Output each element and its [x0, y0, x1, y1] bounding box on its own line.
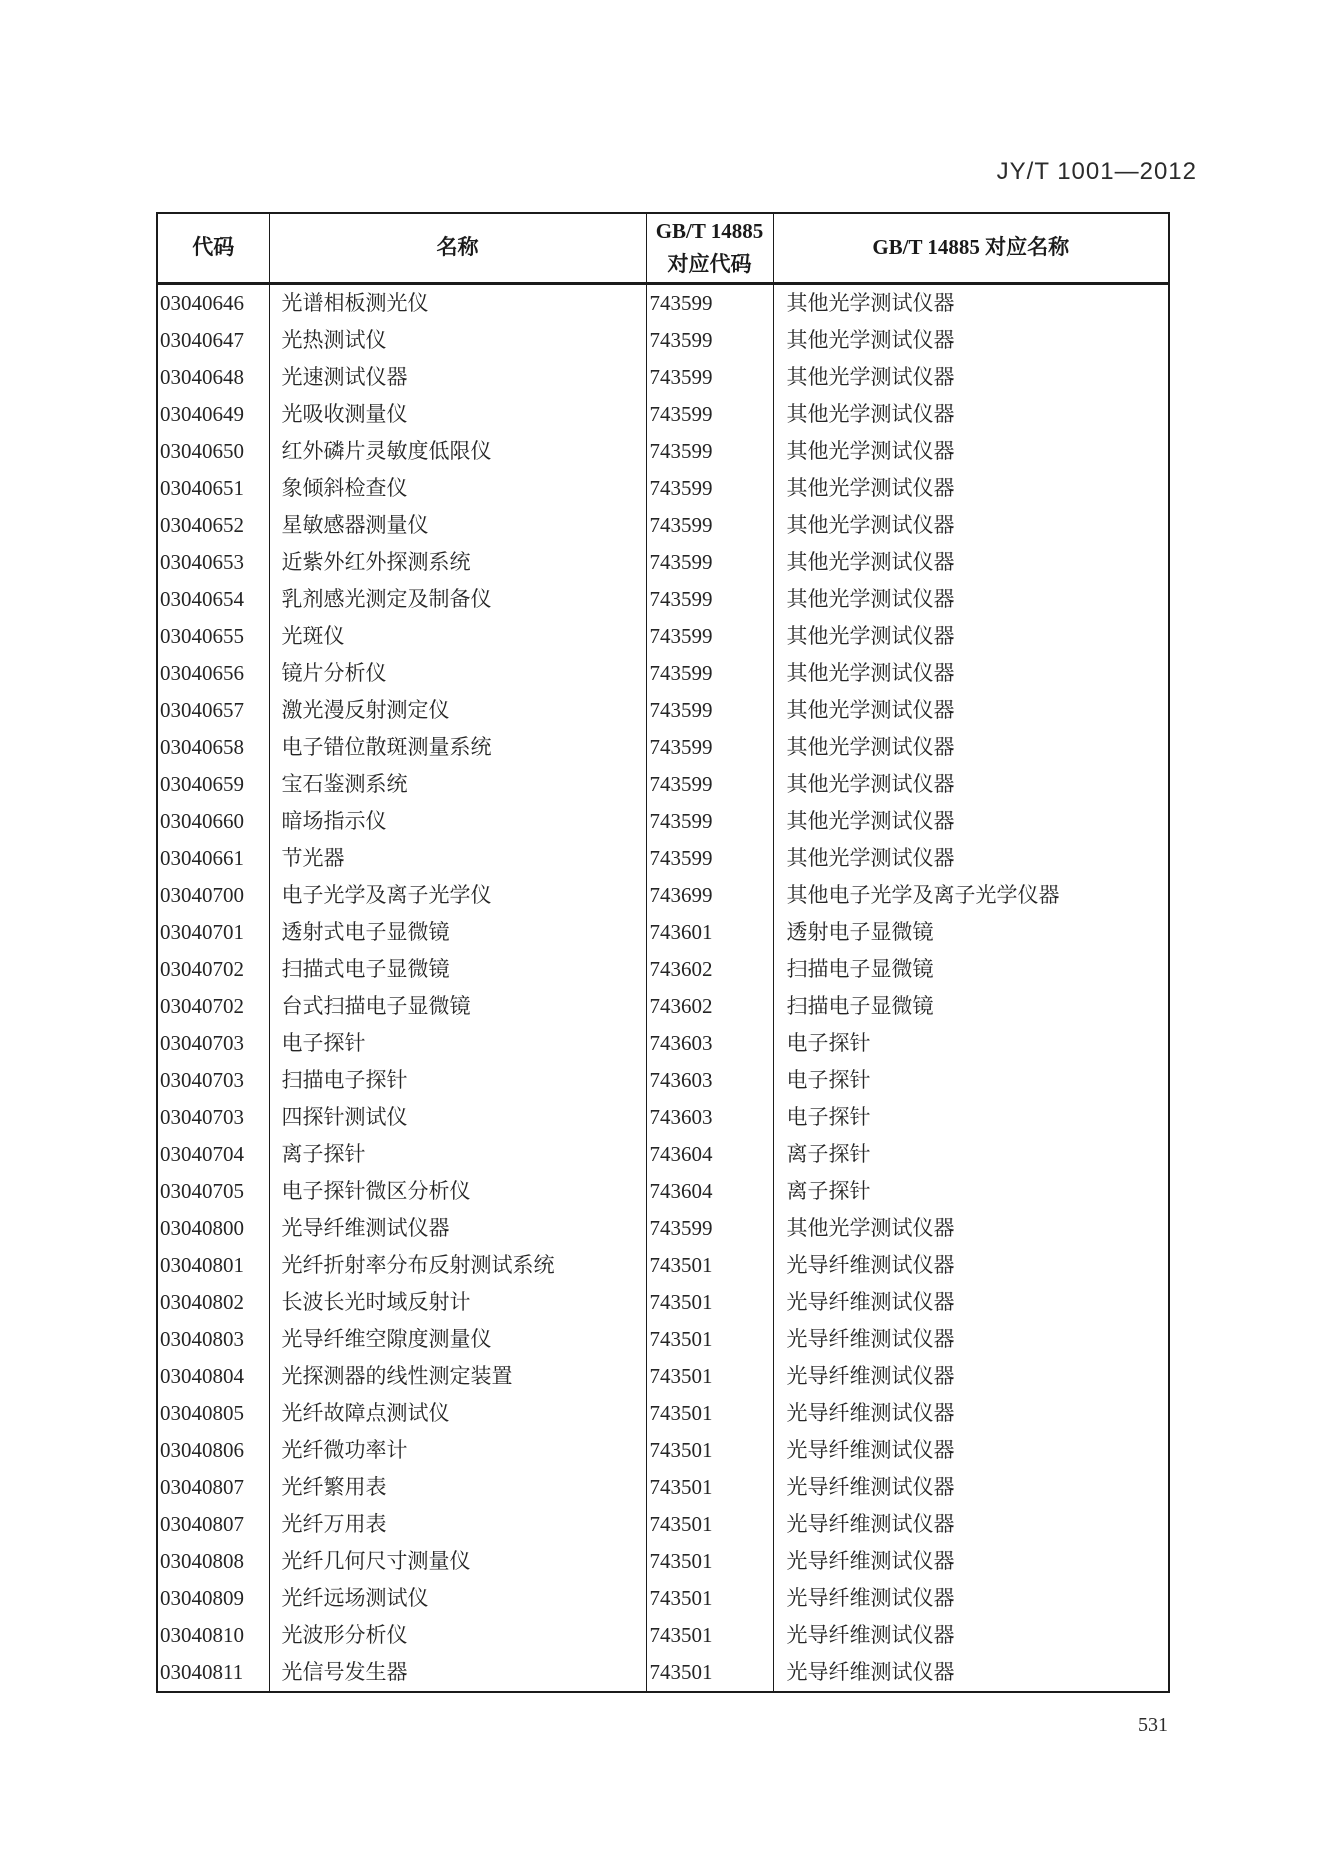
name-cell: 光纤远场测试仪: [269, 1580, 646, 1617]
name-cell: 扫描电子探针: [269, 1062, 646, 1099]
gbt-name-cell: 其他光学测试仪器: [773, 803, 1169, 840]
code-cell: 03040659: [160, 771, 244, 796]
gbt-code-cell: 743599: [646, 803, 773, 840]
header-code: 代码: [157, 213, 269, 283]
code-cell: 03040703: [160, 1104, 244, 1129]
gbt-name-cell: 其他光学测试仪器: [773, 581, 1169, 618]
name-cell: 透射式电子显微镜: [269, 914, 646, 951]
code-cell: 03040811: [160, 1659, 244, 1684]
name-cell: 四探针测试仪: [269, 1099, 646, 1136]
table-row: [157, 1469, 1169, 1506]
gbt-code-cell: 743599: [646, 322, 773, 359]
gbt-code-cell: 743501: [646, 1358, 773, 1395]
gbt-code-cell: 743599: [646, 544, 773, 581]
name-cell: 光斑仪: [269, 618, 646, 655]
name-cell: 光速测试仪器: [269, 359, 646, 396]
gbt-name-cell: 光导纤维测试仪器: [773, 1247, 1169, 1284]
code-cell: 03040658: [160, 734, 244, 759]
gbt-name-cell: 其他光学测试仪器: [773, 729, 1169, 766]
gbt-name-cell: 扫描电子显微镜: [773, 988, 1169, 1025]
name-cell: 光纤万用表: [269, 1506, 646, 1543]
gbt-code-cell: 743599: [646, 618, 773, 655]
name-cell: 镜片分析仪: [269, 655, 646, 692]
gbt-name-cell: 电子探针: [773, 1099, 1169, 1136]
name-cell: 电子探针微区分析仪: [269, 1173, 646, 1210]
gbt-code-cell: 743699: [646, 877, 773, 914]
gbt-name-cell: 光导纤维测试仪器: [773, 1395, 1169, 1432]
gbt-code-cell: 743501: [646, 1617, 773, 1654]
gbt-code-cell: 743599: [646, 283, 773, 322]
table-row: [157, 988, 1169, 1025]
gbt-name-cell: 其他光学测试仪器: [773, 766, 1169, 803]
code-cell: 03040652: [160, 512, 244, 537]
gbt-code-cell: 743501: [646, 1395, 773, 1432]
table-row: [157, 1395, 1169, 1432]
code-cell: 03040653: [160, 549, 244, 574]
gbt-name-cell: 其他光学测试仪器: [773, 396, 1169, 433]
gbt-code-cell: 743604: [646, 1173, 773, 1210]
table-row: [157, 914, 1169, 951]
code-cell: 03040654: [160, 586, 244, 611]
table-row: [157, 1506, 1169, 1543]
gbt-name-cell: 其他光学测试仪器: [773, 692, 1169, 729]
table-row: [157, 1210, 1169, 1247]
gbt-name-cell: 其他光学测试仪器: [773, 507, 1169, 544]
code-cell: 03040702: [160, 993, 244, 1018]
table-row: [157, 1543, 1169, 1580]
gbt-code-cell: 743599: [646, 692, 773, 729]
name-cell: 电子探针: [269, 1025, 646, 1062]
table-row: [157, 1432, 1169, 1469]
gbt-code-cell: 743599: [646, 840, 773, 877]
gbt-name-cell: 其他光学测试仪器: [773, 322, 1169, 359]
table-row: [157, 1580, 1169, 1617]
name-cell: 红外磷片灵敏度低限仪: [269, 433, 646, 470]
header-gbt-code-line1: GB/T 14885: [655, 219, 764, 244]
gbt-code-cell: 743604: [646, 1136, 773, 1173]
gbt-name-cell: 其他电子光学及离子光学仪器: [773, 877, 1169, 914]
gbt-code-cell: 743599: [646, 359, 773, 396]
code-cell: 03040807: [160, 1511, 244, 1536]
name-cell: 光纤折射率分布反射测试系统: [269, 1247, 646, 1284]
gbt-name-cell: 其他光学测试仪器: [773, 618, 1169, 655]
gbt-name-cell: 光导纤维测试仪器: [773, 1432, 1169, 1469]
table-row: [157, 1247, 1169, 1284]
standard-number: JY/T 1001—2012: [996, 158, 1197, 185]
gbt-name-cell: 其他光学测试仪器: [773, 433, 1169, 470]
name-cell: 光吸收测量仪: [269, 396, 646, 433]
gbt-code-cell: 743501: [646, 1284, 773, 1321]
gbt-name-cell: 其他光学测试仪器: [773, 283, 1169, 322]
table-row: [157, 1099, 1169, 1136]
table-row: [157, 951, 1169, 988]
header-row: [157, 213, 1169, 283]
table-row: [157, 1136, 1169, 1173]
name-cell: 电子光学及离子光学仪: [269, 877, 646, 914]
name-cell: 暗场指示仪: [269, 803, 646, 840]
code-cell: 03040804: [160, 1363, 244, 1388]
gbt-name-cell: 光导纤维测试仪器: [773, 1469, 1169, 1506]
code-cell: 03040809: [160, 1585, 244, 1610]
table-row: [157, 581, 1169, 618]
code-cell: 03040807: [160, 1474, 244, 1499]
table-row: [157, 1654, 1169, 1692]
gbt-code-cell: 743599: [646, 1210, 773, 1247]
gbt-name-cell: 光导纤维测试仪器: [773, 1358, 1169, 1395]
gbt-code-cell: 743501: [646, 1654, 773, 1692]
code-cell: 03040647: [160, 327, 244, 352]
table-row: [157, 1321, 1169, 1358]
gbt-name-cell: 光导纤维测试仪器: [773, 1506, 1169, 1543]
name-cell: 象倾斜检查仪: [269, 470, 646, 507]
code-cell: 03040648: [160, 364, 244, 389]
code-cell: 03040660: [160, 808, 244, 833]
gbt-name-cell: 光导纤维测试仪器: [773, 1543, 1169, 1580]
code-cell: 03040803: [160, 1326, 244, 1351]
name-cell: 光导纤维空隙度测量仪: [269, 1321, 646, 1358]
gbt-name-cell: 其他光学测试仪器: [773, 359, 1169, 396]
name-cell: 光纤微功率计: [269, 1432, 646, 1469]
table-row: [157, 729, 1169, 766]
gbt-code-cell: 743599: [646, 766, 773, 803]
gbt-name-cell: 电子探针: [773, 1025, 1169, 1062]
code-cell: 03040702: [160, 956, 244, 981]
code-cell: 03040703: [160, 1030, 244, 1055]
code-cell: 03040703: [160, 1067, 244, 1092]
gbt-code-cell: 743501: [646, 1432, 773, 1469]
name-cell: 光谱相板测光仪: [269, 283, 646, 322]
gbt-code-cell: 743601: [646, 914, 773, 951]
gbt-code-cell: 743501: [646, 1543, 773, 1580]
name-cell: 激光漫反射测定仪: [269, 692, 646, 729]
table-row: [157, 655, 1169, 692]
name-cell: 离子探针: [269, 1136, 646, 1173]
code-cell: 03040646: [160, 290, 244, 315]
code-cell: 03040661: [160, 845, 244, 870]
name-cell: 近紫外红外探测系统: [269, 544, 646, 581]
table-row: [157, 283, 1169, 322]
gbt-code-cell: 743599: [646, 581, 773, 618]
table-body: [157, 283, 1169, 1692]
name-cell: 电子错位散斑测量系统: [269, 729, 646, 766]
gbt-code-cell: 743501: [646, 1580, 773, 1617]
gbt-code-cell: 743501: [646, 1247, 773, 1284]
header-gbt-name: GB/T 14885 对应名称: [773, 213, 1169, 283]
gbt-name-cell: 光导纤维测试仪器: [773, 1284, 1169, 1321]
name-cell: 光纤繁用表: [269, 1469, 646, 1506]
code-mapping-table: [156, 212, 1170, 1693]
table-row: [157, 396, 1169, 433]
code-cell: 03040650: [160, 438, 244, 463]
table-row: [157, 507, 1169, 544]
table-header: [157, 213, 1169, 283]
table-row: [157, 322, 1169, 359]
gbt-name-cell: 离子探针: [773, 1136, 1169, 1173]
table-row: [157, 470, 1169, 507]
name-cell: 光纤故障点测试仪: [269, 1395, 646, 1432]
code-cell: 03040701: [160, 919, 244, 944]
gbt-code-cell: 743603: [646, 1062, 773, 1099]
gbt-code-cell: 743501: [646, 1469, 773, 1506]
table-row: [157, 877, 1169, 914]
page-number: 531: [1138, 1714, 1168, 1736]
gbt-code-cell: 743599: [646, 396, 773, 433]
code-cell: 03040700: [160, 882, 244, 907]
gbt-code-cell: 743599: [646, 507, 773, 544]
code-cell: 03040649: [160, 401, 244, 426]
table-row: [157, 692, 1169, 729]
gbt-name-cell: 透射电子显微镜: [773, 914, 1169, 951]
gbt-code-cell: 743599: [646, 470, 773, 507]
gbt-name-cell: 其他光学测试仪器: [773, 544, 1169, 581]
name-cell: 光热测试仪: [269, 322, 646, 359]
gbt-code-cell: 743602: [646, 988, 773, 1025]
gbt-name-cell: 光导纤维测试仪器: [773, 1617, 1169, 1654]
gbt-name-cell: 其他光学测试仪器: [773, 655, 1169, 692]
table-row: [157, 544, 1169, 581]
header-name: 名称: [269, 213, 646, 283]
table-row: [157, 1173, 1169, 1210]
gbt-code-cell: 743602: [646, 951, 773, 988]
code-cell: 03040651: [160, 475, 244, 500]
gbt-name-cell: 离子探针: [773, 1173, 1169, 1210]
name-cell: 扫描式电子显微镜: [269, 951, 646, 988]
gbt-code-cell: 743501: [646, 1506, 773, 1543]
table-row: [157, 1617, 1169, 1654]
header-gbt-code: [646, 213, 773, 283]
name-cell: 光信号发生器: [269, 1654, 646, 1692]
table-row: [157, 433, 1169, 470]
table-row: [157, 1284, 1169, 1321]
name-cell: 乳剂感光测定及制备仪: [269, 581, 646, 618]
header-gbt-code-line2: 对应代码: [667, 251, 752, 276]
gbt-code-cell: 743599: [646, 729, 773, 766]
name-cell: 光导纤维测试仪器: [269, 1210, 646, 1247]
name-cell: 台式扫描电子显微镜: [269, 988, 646, 1025]
table-row: [157, 766, 1169, 803]
table-row: [157, 840, 1169, 877]
code-cell: 03040806: [160, 1437, 244, 1462]
gbt-name-cell: 光导纤维测试仪器: [773, 1580, 1169, 1617]
table-row: [157, 803, 1169, 840]
name-cell: 光纤几何尺寸测量仪: [269, 1543, 646, 1580]
name-cell: 光探测器的线性测定装置: [269, 1358, 646, 1395]
table-row: [157, 359, 1169, 396]
table-row: [157, 618, 1169, 655]
code-cell: 03040805: [160, 1400, 244, 1425]
code-cell: 03040704: [160, 1141, 244, 1166]
gbt-name-cell: 电子探针: [773, 1062, 1169, 1099]
code-cell: 03040801: [160, 1252, 244, 1277]
code-cell: 03040657: [160, 697, 244, 722]
code-cell: 03040705: [160, 1178, 244, 1203]
code-cell: 03040802: [160, 1289, 244, 1314]
code-cell: 03040800: [160, 1215, 244, 1240]
gbt-code-cell: 743603: [646, 1099, 773, 1136]
name-cell: 光波形分析仪: [269, 1617, 646, 1654]
gbt-name-cell: 光导纤维测试仪器: [773, 1654, 1169, 1692]
gbt-name-cell: 扫描电子显微镜: [773, 951, 1169, 988]
code-cell: 03040655: [160, 623, 244, 648]
table-row: [157, 1062, 1169, 1099]
gbt-code-cell: 743603: [646, 1025, 773, 1062]
gbt-name-cell: 其他光学测试仪器: [773, 470, 1169, 507]
code-cell: 03040808: [160, 1548, 244, 1573]
name-cell: 宝石鉴测系统: [269, 766, 646, 803]
gbt-name-cell: 光导纤维测试仪器: [773, 1321, 1169, 1358]
gbt-name-cell: 其他光学测试仪器: [773, 1210, 1169, 1247]
name-cell: 节光器: [269, 840, 646, 877]
code-cell: 03040656: [160, 660, 244, 685]
table-row: [157, 1025, 1169, 1062]
table-row: [157, 1358, 1169, 1395]
gbt-code-cell: 743501: [646, 1321, 773, 1358]
name-cell: 长波长光时域反射计: [269, 1284, 646, 1321]
code-cell: 03040810: [160, 1622, 244, 1647]
gbt-code-cell: 743599: [646, 433, 773, 470]
gbt-name-cell: 其他光学测试仪器: [773, 840, 1169, 877]
gbt-code-cell: 743599: [646, 655, 773, 692]
name-cell: 星敏感器测量仪: [269, 507, 646, 544]
